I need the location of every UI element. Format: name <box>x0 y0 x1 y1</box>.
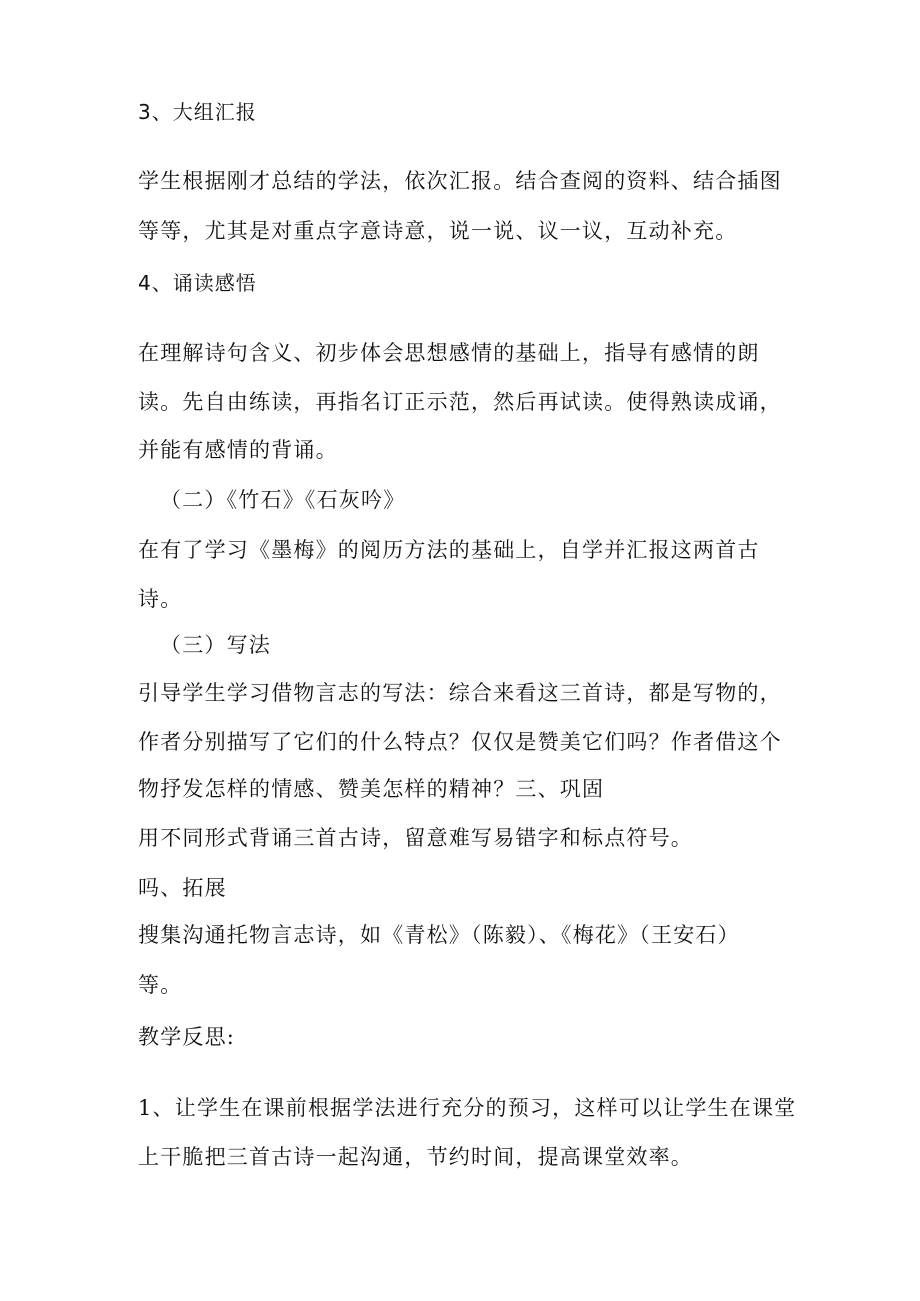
paragraph-line: 等。 <box>138 973 183 997</box>
section-title-writing: （三）写法 <box>160 633 271 657</box>
paragraph-line: 用不同形式背诵三首古诗，留意难写易错字和标点符号。 <box>138 826 693 850</box>
paragraph-line: 1、让学生在课前根据学法进行充分的预习，这样可以让学生在课堂 <box>138 1096 797 1120</box>
heading-group-report: 3、大组汇报 <box>138 100 257 124</box>
heading-recite: 4、诵读感悟 <box>138 271 257 295</box>
paragraph-line: 上干脆把三首古诗一起沟通，节约时间，提高课堂效率。 <box>138 1145 693 1169</box>
paragraph-line: 学生根据刚才总结的学法，依次汇报。结合查阅的资料、结合插图 <box>138 169 782 193</box>
paragraph-line: 读。先自由练读，再指名订正示范，然后再试读。使得熟读成诵， <box>138 390 782 414</box>
section-title-zhushi: （二）《竹石》《石灰吟》 <box>160 488 406 512</box>
paragraph-line: 等等，尤其是对重点字意诗意，说一说、议一议，互动补充。 <box>138 219 738 243</box>
paragraph-line: 作者分别描写了它们的什么特点？仅仅是赞美它们吗？作者借这个 <box>138 730 782 754</box>
paragraph-line: 物抒发怎样的情感、赞美怎样的精神？三、巩固 <box>138 777 605 801</box>
paragraph-line: 引导学生学习借物言志的写法：综合来看这三首诗，都是写物的， <box>138 681 782 705</box>
paragraph-line: 在理解诗句含义、初步体会思想感情的基础上，指导有感情的朗 <box>138 341 760 365</box>
paragraph-line: 搜集沟通托物言志诗，如《青松》（陈毅）、《梅花》（王安石） <box>138 923 740 947</box>
paragraph-line: 诗。 <box>138 587 183 611</box>
paragraph-line: 在有了学习《墨梅》的阅历方法的基础上，自学并汇报这两首古 <box>138 538 760 562</box>
section-title-extend: 吗、拓展 <box>138 876 227 900</box>
paragraph-line: 并能有感情的背诵。 <box>138 438 338 462</box>
reflection-title: 教学反思: <box>138 1025 236 1049</box>
